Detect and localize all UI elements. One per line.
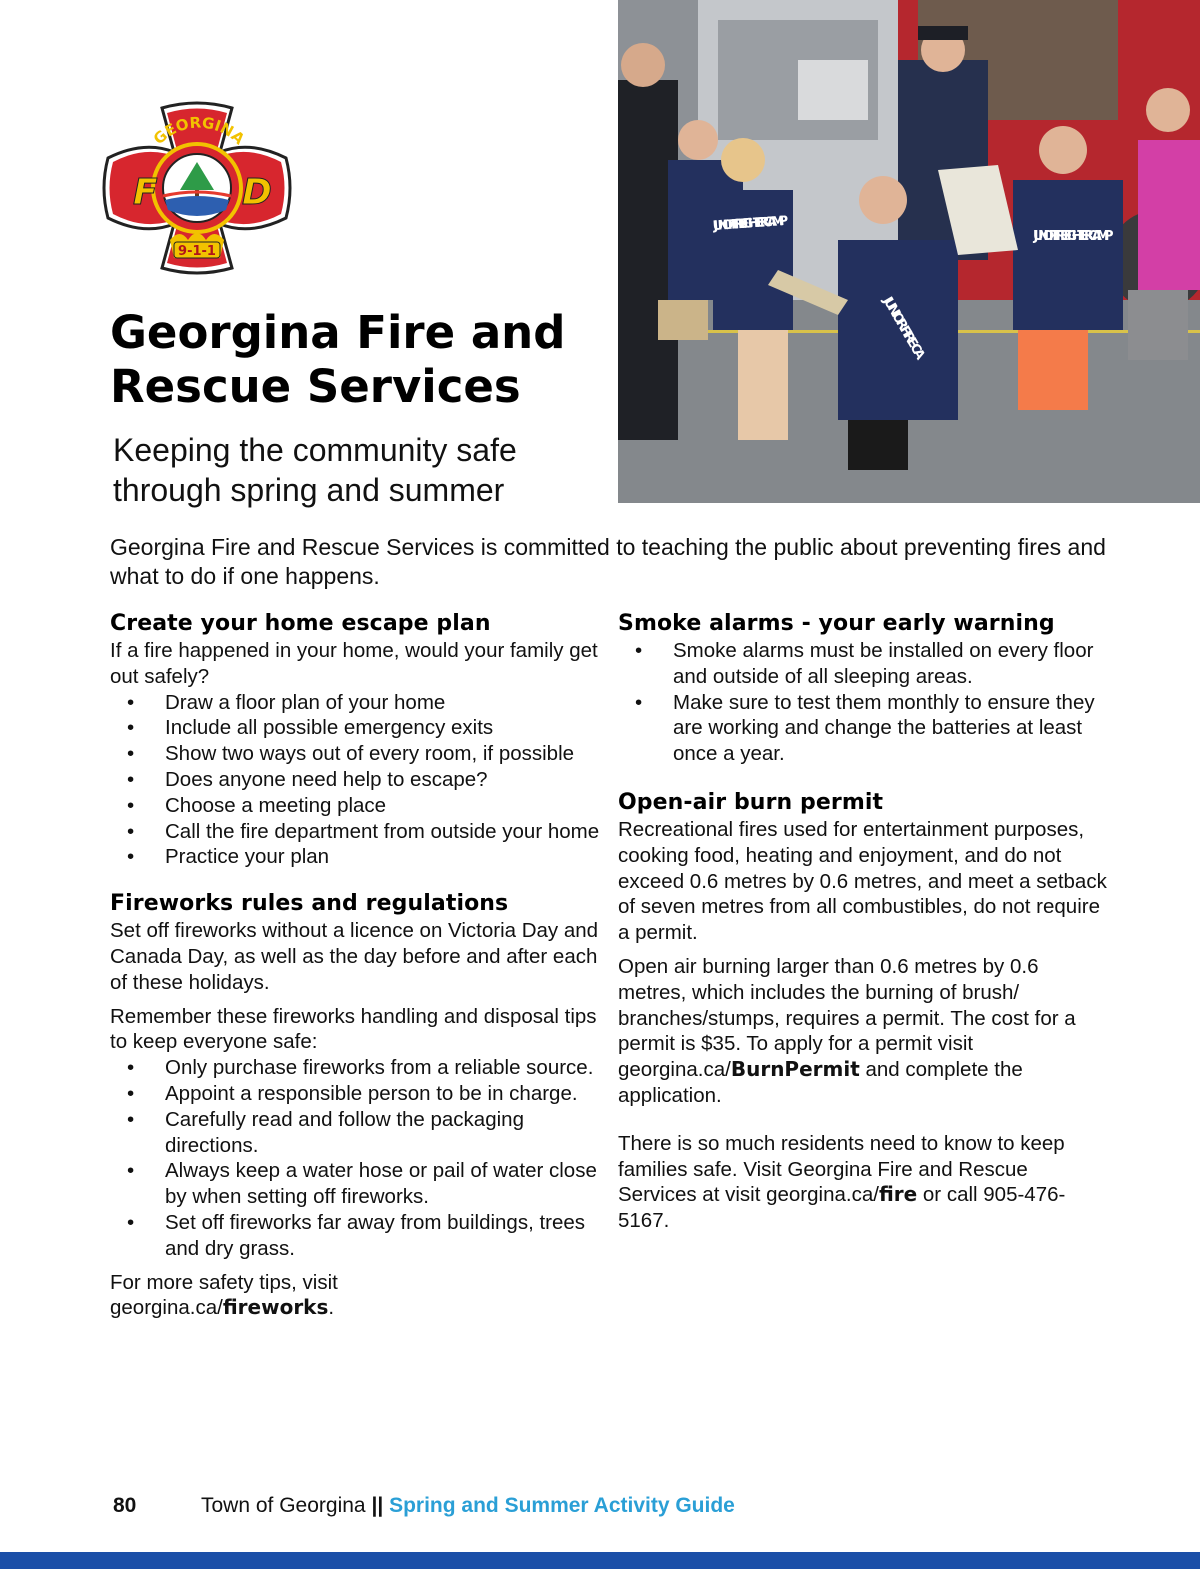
list-item: • Appoint a responsible person to be in charge. bbox=[110, 1081, 600, 1107]
fire-department-logo bbox=[100, 100, 294, 276]
burn-permit-paragraph-1: Recreational fires used for entertainment purposes, cooking food, heating and enjoyment, and do not exceed 0.6 metres by 0.6 metres, and meet a setback of seven metres from all combustibles, do not require a permit. bbox=[618, 817, 1107, 945]
fireworks-section bbox=[110, 890, 600, 1321]
list-item: • Include all possible emergency exits bbox=[110, 715, 600, 741]
list-item: • Call the fire department from outside your home bbox=[110, 819, 600, 845]
fireworks-list bbox=[110, 1055, 600, 1261]
escape-plan-heading: Create your home escape plan bbox=[110, 611, 491, 636]
list-item: • Smoke alarms must be installed on every floor and outside of all sleeping areas. bbox=[618, 638, 1108, 690]
logo-letter-f: F bbox=[133, 172, 158, 213]
list-item: • Show two ways out of every room, if possible bbox=[110, 741, 600, 767]
escape-plan-lead: If a fire happened in your home, would your family get out safely? bbox=[110, 639, 598, 688]
fireworks-paragraph-2: Remember these fireworks handling and disposal tips to keep everyone safe: bbox=[110, 1004, 597, 1054]
fireworks-more-prefix: For more safety tips, visit bbox=[110, 1270, 338, 1294]
page-subtitle: Keeping the community safe through spring and summer bbox=[113, 432, 517, 508]
fireworks-more-info bbox=[110, 1270, 600, 1322]
footer-separator: || bbox=[371, 1494, 384, 1517]
page-number: 80 bbox=[113, 1494, 137, 1517]
logo-letter-d: D bbox=[242, 172, 272, 213]
list-item: • Draw a floor plan of your home bbox=[110, 690, 600, 716]
footer-town: Town of Georgina bbox=[201, 1494, 366, 1517]
escape-plan-section bbox=[110, 610, 600, 870]
list-item: • Carefully read and follow the packaging directions. bbox=[110, 1107, 600, 1159]
fireworks-more-suffix: . bbox=[328, 1296, 335, 1320]
fire-link[interactable]: fire bbox=[878, 1182, 918, 1207]
shirt-text-2: JUNIOR FIREFIGHTER CAMP bbox=[1033, 229, 1114, 244]
intro-paragraph: Georgina Fire and Rescue Services is committed to teaching the public about preventing fires and what to do if one happens. bbox=[110, 534, 1106, 589]
logo-bottom-text: 9-1-1 bbox=[178, 244, 216, 259]
page-title: Georgina Fire and Rescue Services bbox=[110, 306, 566, 413]
fireworks-heading: Fireworks rules and regulations bbox=[110, 891, 509, 917]
smoke-alarms-list bbox=[618, 638, 1108, 767]
fireworks-more-domain: georgina.ca/ bbox=[110, 1296, 223, 1320]
smoke-alarms-section bbox=[618, 610, 1108, 767]
fireworks-link[interactable]: fireworks bbox=[222, 1295, 329, 1320]
burn-permit-section bbox=[618, 789, 1108, 1234]
left-column bbox=[110, 610, 600, 1321]
list-item: • Does anyone need help to escape? bbox=[110, 767, 600, 793]
escape-plan-list bbox=[110, 690, 600, 871]
fireworks-paragraph-1: Set off fireworks without a licence on Victoria Day and Canada Day, as well as the day before and after each of these holidays. bbox=[110, 919, 599, 994]
list-item: • Practice your plan bbox=[110, 844, 600, 870]
closing-suffix: or call 905-476-5167. bbox=[618, 1183, 1066, 1233]
list-item: • Only purchase fireworks from a reliable source. bbox=[110, 1055, 600, 1081]
burn-permit-link[interactable]: BurnPermit bbox=[730, 1057, 860, 1082]
right-column bbox=[618, 610, 1108, 1234]
bottom-color-bar bbox=[0, 1552, 1200, 1569]
shirt-text-1: JUNIOR FIRE FIGHTER CAMP bbox=[712, 213, 789, 234]
shirt-text-3: JUNIOR FIRE CA bbox=[879, 294, 928, 363]
burn-permit-heading: Open-air burn permit bbox=[618, 789, 884, 815]
junior-firefighter-camp-photo bbox=[618, 0, 1200, 503]
list-item: • Set off fireworks far away from buildings, trees and dry grass. bbox=[110, 1210, 600, 1262]
list-item: • Always keep a water hose or pail of water close by when setting off fireworks. bbox=[110, 1158, 600, 1210]
closing-text: There is so much residents need to know to keep families safe. Visit Georgina Fire and Rescue Services at visit georgina.ca/ bbox=[618, 1131, 1065, 1207]
list-item: • Make sure to test them monthly to ensure they are working and change the batteries at least once a year. bbox=[618, 690, 1108, 767]
burn-permit-suffix: and complete the application. bbox=[618, 1058, 1023, 1107]
footer-guide-title: Spring and Summer Activity Guide bbox=[389, 1494, 735, 1517]
list-item: • Choose a meeting place bbox=[110, 793, 600, 819]
page-footer bbox=[113, 1493, 735, 1519]
smoke-alarms-heading: Smoke alarms - your early warning bbox=[618, 611, 1055, 636]
burn-permit-paragraph-2 bbox=[618, 954, 1108, 1109]
logo-top-text: GEORGINA bbox=[149, 113, 249, 149]
burn-permit-text: Open air burning larger than 0.6 metres by 0.6 metres, which includes the burning of brush/ branches/stumps, requires a permit. The cost for a permit is $35. To apply for a permit visit georgina.ca/ bbox=[618, 954, 1076, 1082]
closing-paragraph bbox=[618, 1131, 1108, 1234]
